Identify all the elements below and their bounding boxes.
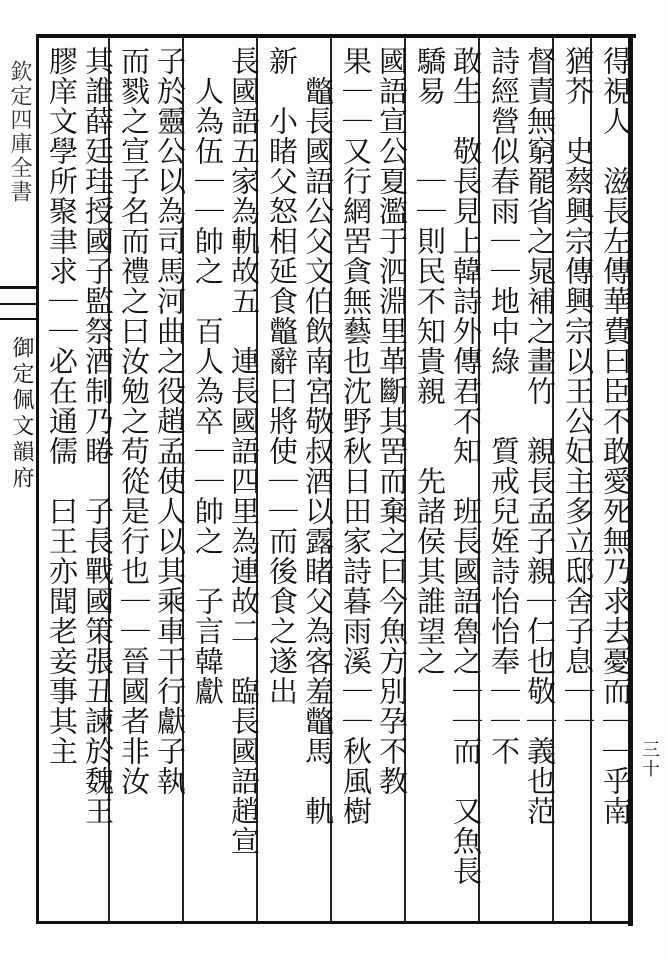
text-column-1: 得視人 滋長左傳華費曰臣不敢愛死無乃求去憂而｜｜乎南 <box>599 46 633 826</box>
text-column-11: 長國語五家為軌故五 連長國語四里為連故二 臨長國語趙宣 <box>227 46 261 856</box>
text-column-14: 而戮之宣子名而禮之曰汝勉之苟從是行也｜｜晉國者非汝 <box>117 46 151 796</box>
text-column-5: 敢生 敬長見上韓詩外傳君不知 班長國語魯之｜｜而 又魚長 <box>449 46 483 886</box>
text-column-8: 果｜｜又行網罟貪無藝也沈野秋日田家詩暮雨溪｜｜秋風樹 <box>339 46 373 826</box>
text-column-4: 詩經營似春雨｜｜地中綠 質戒兒姪詩怡怡奉｜｜不 <box>487 46 521 766</box>
text-column-15: 其誰薛廷珪授國子監祭酒制乃睠 子長戰國策張丑諫於魏王 <box>81 46 115 826</box>
frame-border-bottom <box>36 921 633 924</box>
text-column-13: 子於靈公以為司馬河曲之役趙孟使人以其乘車干行獻子執 <box>153 46 187 796</box>
text-column-6: 驕易 ｜｜則民不知貴親 先諸侯其誰望之 <box>413 46 447 676</box>
margin-top-text: 欽定四庫全書 <box>7 60 32 204</box>
page-number: 三十 <box>639 740 660 778</box>
text-column-2: 猶芥 史蔡興宗傳興宗以王公妃主多立邸舍子息｜｜ <box>561 46 595 736</box>
fish-tail-mark <box>0 286 36 305</box>
text-column-10: 新 小睹父怒相延食鼈辭曰將使｜｜而後食之遂出 <box>265 46 299 706</box>
text-column-9: 鼈長國語公父文伯飲南宮敬叔酒以露睹父為客羞鼈馬 軌 <box>301 46 335 826</box>
fish-tail-mark-lower <box>0 318 36 330</box>
book-title: 御定佩文韻府 <box>9 336 34 492</box>
text-column-3: 督責無窮罷省之晁補之畫竹 親長孟子親｜仁也敬｜義也范 <box>523 46 557 826</box>
text-column-12: 人為伍｜｜帥之 百人為卒｜｜帥之 子言韓獻 <box>191 46 225 706</box>
text-column-7: 國語宣公夏濫于泗淵里革斷其罟而棄之曰今魚方別孕不教 <box>375 46 409 796</box>
frame-border-top <box>36 34 636 38</box>
text-column-16: 膠庠文學所聚聿求｜｜必在通儒 曰王亦聞老妾事其主 <box>45 46 79 766</box>
